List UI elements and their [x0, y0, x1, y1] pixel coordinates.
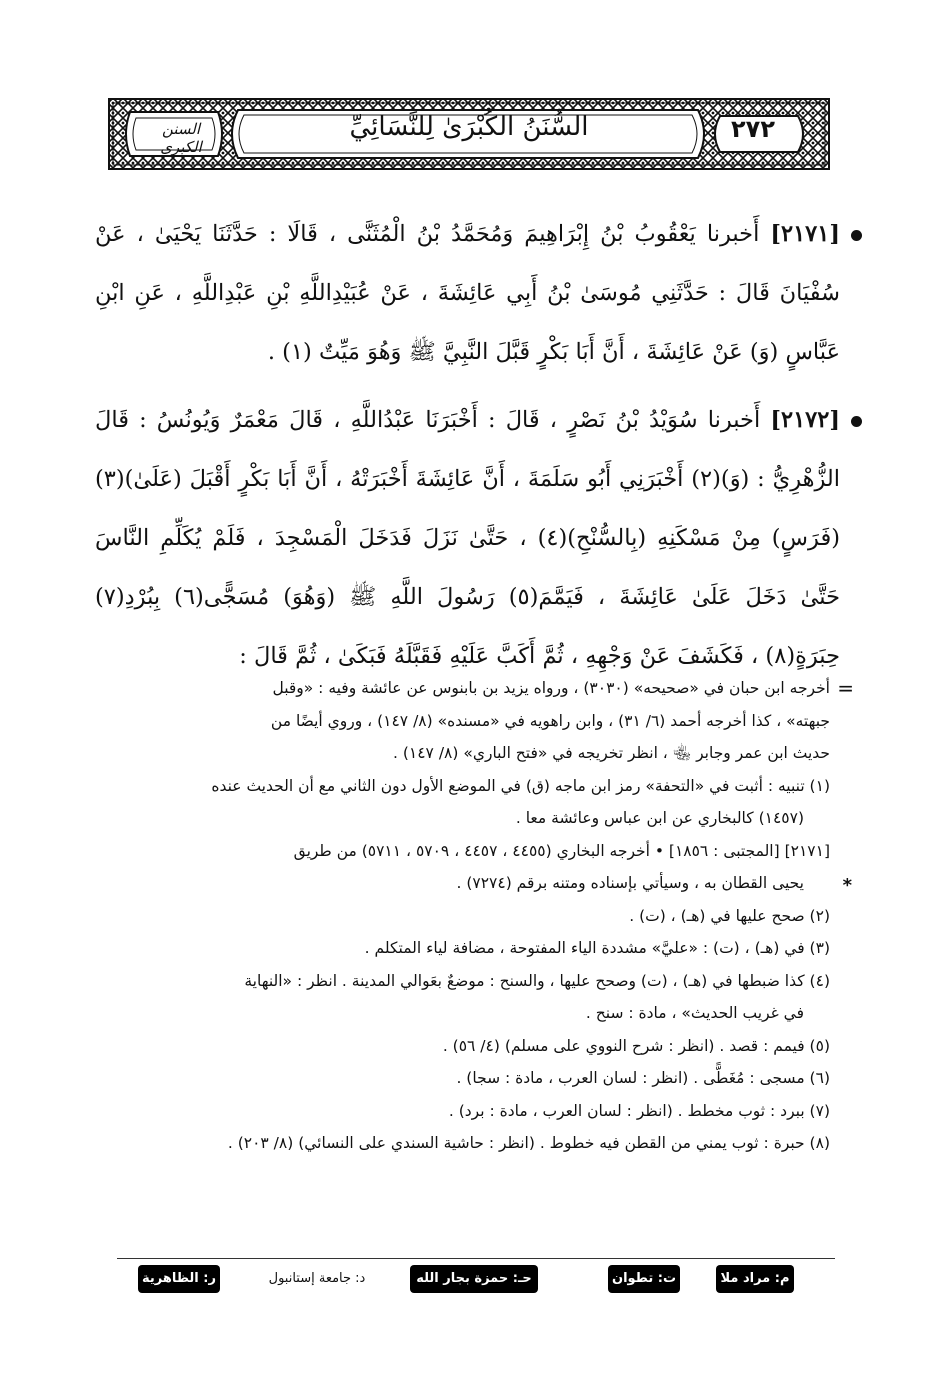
footnote-line: (٥) فيمم : قصد . (انظر : شرح النووي على مسلم) (٤/ ٥٦) .	[442, 1036, 830, 1055]
footnote-line: (٨) حبرة : ثوب يمني من القطن فيه خطوط . (انظر : حاشية السندي على النسائي) (٨/ ٢٠٣) .	[227, 1134, 830, 1152]
footnote-line: في غريب الحديث» ، مادة : سنح .	[585, 1004, 804, 1022]
footer-divider	[117, 1258, 835, 1259]
takhrij-mark: *	[842, 875, 852, 896]
manuscript-badge-t: ت: تطوان	[608, 1265, 680, 1293]
manuscript-badge-h: حـ: حمزة بجار الله	[410, 1265, 538, 1293]
footnote-line: أخرجه ابن حبان في «صحيحه» (٣٠٣٠) ، ورواه يزيد بن بابنوس عن عائشة وفيه : «وقبل	[272, 679, 830, 697]
footnote-line: (٢) صحح عليها في (هـ) ، (ت) .	[629, 906, 830, 925]
page-header	[108, 98, 830, 170]
footnote-line: حديث ابن عمر وجابر ﵄ ، انظر تخريجه في «فتح الباري» (٨/ ١٤٧) .	[393, 744, 830, 762]
footnote-line: (٧) ببرد : ثوب مخطط . (انظر : لسان العرب ، مادة : برد) .	[448, 1101, 830, 1120]
hadith-text: أَخبرنا يَعْقُوبُ بْنُ إِبْرَاهِيمَ وَمُحَمَّدُ بْنُ الْمُثَنَّى ، قَالَا : حَدَّثَنَا يَحْيَىٰ ، عَنْ سُفْيَانَ قَالَ : حَدَّثَنِي مُوسَىٰ بْنُ أَبِي عَائِشَةَ ، عَنْ عُبَيْدِاللَّهِ بْنِ عَبْدِاللَّهِ ، عَنِ ابْنِ عَبَّاسٍ (وَ) عَنْ عَائِشَةَ ، أَنَّ أَبَا بَكْرٍ قَبَّلَ النَّبِيَّ ﷺ وَهُوَ مَيِّتٌ (١) .	[95, 221, 840, 365]
book-logo: السنن الكبرى	[160, 120, 202, 156]
hadith-number: [٢١٧٢]	[770, 407, 841, 434]
main-text	[95, 205, 840, 695]
hadith-text: أَخبرنا سُوَيْدُ بْنُ نَصْرٍ ، قَالَ : أَخْبَرَنَا عَبْدُاللَّهِ ، قَالَ مَعْمَرٌ وَيُونُسُ : قَالَ الزُّهْرِيُّ : (وَ)(٢) أَخْبَرَنِي أَبُو سَلَمَةَ ، أَنَّ عَائِشَةَ أَخْبَرَتْهُ ، أَنَّ أَبَا بَكْرٍ أَقْبَلَ (عَلَىٰ)(٣) (فَرَسٍ) مِنْ مَسْكَنِهِ (بِالسُّنْحِ)(٤) ، حَتَّىٰ نَزَلَ فَدَخَلَ الْمَسْجِدَ ، فَلَمْ يُكَلِّمِ النَّاسَ حَتَّىٰ دَخَلَ عَلَىٰ عَائِشَةَ ، فَيَمَّمَ(٥) رَسُولَ اللَّهِ ﷺ (وَهُوَ) مُسَجًّى(٦) بِبُرْدِ(٧) حِبَرَةٍ(٨) ، فَكَشَفَ عَنْ وَجْهِهِ ، ثُمَّ أَكَبَّ عَلَيْهِ فَقَبَّلَهُ فَبَكَىٰ ، ثُمَّ قَالَ :	[95, 407, 840, 669]
hadith-number: [٢١٧١]	[770, 221, 840, 247]
footnote-line: جبهته» ، كذا أخرجه أحمد (٦/ ٣١) ، وابن راهويه في «مسنده» (٨/ ١٤٧) ، وروي أيضًا من	[270, 711, 830, 730]
manuscript-label-d: د: جامعة إستانبول	[268, 1271, 366, 1286]
bullet-icon	[851, 416, 862, 427]
page-number: ٢٧٢	[731, 115, 775, 143]
footnote-line: (٤) كذا ضبطها في (هـ) ، (ت) وصحح عليها ، والسنح : موضعٌ بعَوالي المدينة . انظر : «النهاية	[244, 971, 830, 990]
bullet-icon	[851, 230, 862, 241]
manuscript-badge-m: م: مراد ملا	[716, 1265, 794, 1293]
footnote-line: يحيى القطان به ، وسيأتي بإسناده ومتنه برقم (٧٢٧٤) .	[456, 874, 804, 892]
footnote-line: (١٤٥٧) كالبخاري عن ابن عباس وعائشة معا .	[515, 809, 804, 827]
footnote-line: [٢١٧١] [المجتبى : ١٨٥٦] • أخرجه البخاري (٤٤٥٥ ، ٤٤٥٧ ، ٥٧٠٩ ، ٥٧١١) من طريق	[293, 841, 830, 860]
footnotes	[110, 672, 854, 1160]
hadith-paragraph	[95, 391, 840, 685]
footnote-line: (١) تنبيه : أثبت في «التحفة» رمز ابن ماجه (ق) في الموضع الأول دون الثاني مع أن الحديث عنده	[211, 776, 830, 795]
footnote-line: (٦) مسجى : مُغَطًّى . (انظر : لسان العرب ، مادة : سجا) .	[456, 1069, 830, 1087]
manuscript-badge-r: ر: الظاهرية	[138, 1265, 220, 1293]
book-title: السُّنَنُ الكُبْرَىٰ لِلنَّسَائِيِّ	[349, 112, 589, 142]
continuation-mark: =	[837, 676, 854, 700]
hadith-paragraph	[95, 205, 840, 381]
footnote-line: (٣) في (هـ) ، (ت) : «عليَّ» مشددة الياء المفتوحة ، مضافة لياء المتكلم .	[364, 939, 830, 957]
